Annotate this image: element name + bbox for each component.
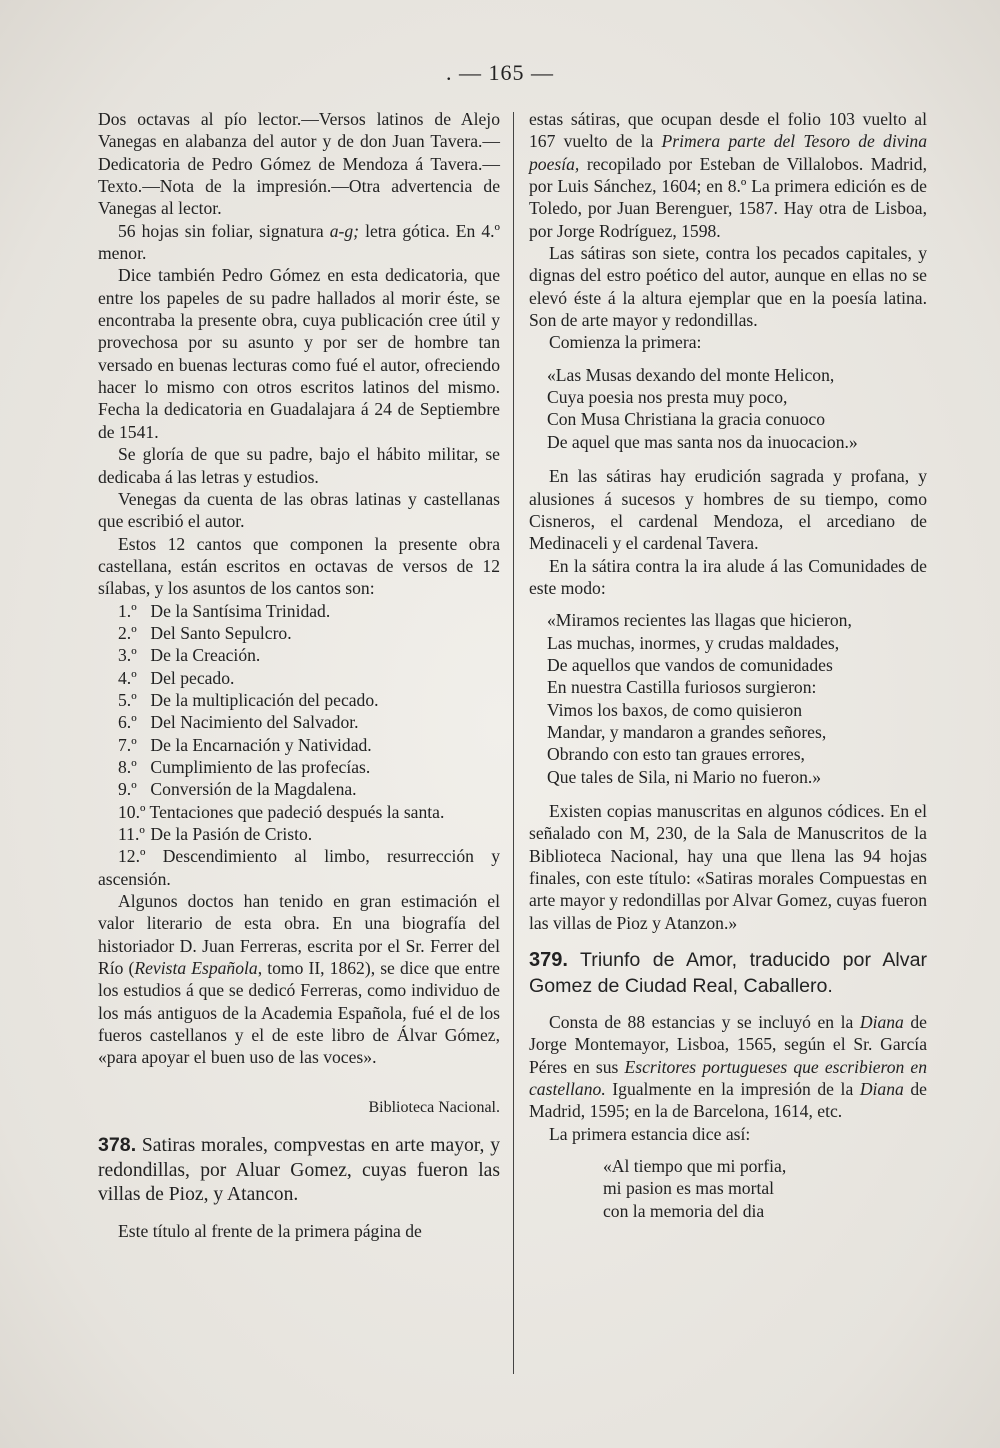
verse-line: Vimos los baxos, de como quisieron (547, 699, 803, 720)
entry-378-heading: 378. Satiras morales, compvestas en arte mayor, y redondillas, por Aluar Gomez, cuyas fueron las villas de Pioz, y Atancon. (98, 1134, 500, 1206)
paragraph: Dos octavas al pío lector.—Versos latinos de Alejo Vanegas en alabanza del autor y de don Juan Tavera.—Dedicatoria de Pedro Gómez de Mendoza á Tavera.—Texto.—Nota de la impresión.—Otra advertencia de Vanegas al lector. (98, 109, 500, 219)
verse-line: mi pasion es mas mortal (603, 1178, 775, 1199)
list-item: 12.º Descendimiento al limbo, resurrección y ascensión. (98, 846, 500, 889)
verse-line: Que tales de Sila, ni Mario no fueron.» (547, 766, 822, 787)
verse-line: Con Musa Christiana la gracia conuoco (547, 409, 826, 430)
column-divider (513, 112, 514, 1374)
list-item: 11.º De la Pasión de Cristo. (118, 824, 313, 844)
paragraph: Existen copias manuscritas en algunos códices. En el señalado con M, 230, de la Sala de Manuscritos de la Biblioteca Nacional, hay una que llena las 94 hojas finales, con este título: «Satiras morales Compuestas en arte mayor y redondillas por Alvar Gomez, cuyas fueron las villas de Pioz y Atanzon.» (529, 800, 927, 933)
verse-line: con la memoria del dia (603, 1200, 765, 1221)
list-item: 7.º De la Encarnación y Natividad. (118, 734, 372, 755)
verse-line: En nuestra Castilla furiosos surgieron: (547, 677, 817, 698)
list-item: 8.º Cumplimiento de las profecías. (118, 756, 371, 777)
paragraph: Las sátiras son siete, contra los pecados capitales, y dignas del estro poético del autor, aunque en ellas no se elevó éste á la altura ejemplar que en la poesía latina. Son de arte mayor y redondillas. (529, 243, 927, 331)
library-note: Biblioteca Nacional. (368, 1098, 500, 1116)
right-column (529, 108, 927, 1234)
verse-line: Cuya poesia nos presta muy poco, (547, 387, 788, 408)
verse-line: Obrando con esto tan graues errores, (547, 744, 805, 765)
list-item: 1.º De la Santísima Trinidad. (118, 600, 331, 621)
list-item: 4.º Del pecado. (118, 667, 235, 688)
paragraph: En las sátiras hay erudición sagrada y profana, y alusiones á sucesos y hombres de su tiempo, como Cisneros, el cardenal Mendoza, el arcediano de Medinaceli y el cardenal Tavera. (529, 466, 927, 554)
left-column (98, 108, 500, 1242)
verse-quote (529, 609, 927, 788)
paragraph: Comienza la primera: (549, 332, 702, 353)
verse-line: Mandar, y mandaron a grandes señores, (547, 721, 827, 742)
paragraph: Dice también Pedro Gómez en esta dedicatoria, que entre los papeles de su padre hallados al morir éste, se encontraba la presente obra, cuya publicación cree útil y provechosa por su asunto y por ser de hombre tan versado en buenas lecturas como fué el autor, ofreciendo hacer lo mismo con otros escritos latinos del mismo. Fecha la dedicatoria en Guadalajara á 24 de Septiembre de 1541. (98, 265, 500, 442)
paragraph: En la sátira contra la ira alude á las Comunidades de este modo: (529, 555, 927, 598)
paragraph: Este título al frente de la primera página de (118, 1220, 422, 1241)
verse-line: «Miramos recientes las llagas que hicieron, (547, 610, 852, 631)
page-number: . — 165 — (446, 60, 554, 85)
verse-quote (529, 364, 927, 453)
paragraph: Venegas da cuenta de las obras latinas y castellanas que escribió el autor. (98, 488, 500, 532)
verse-line: De aquellos que vandos de comunidades (547, 654, 833, 675)
verse-quote (529, 1155, 927, 1222)
paragraph: 56 hojas sin foliar, signatura a-g; letra gótica. En 4.º menor. (98, 220, 500, 264)
verse-line: «Las Musas dexando del monte Helicon, (547, 364, 835, 385)
entry-379-heading: 379. Triunfo de Amor, traducido por Alvar Gomez de Ciudad Real, Caballero. (529, 949, 927, 997)
list-item: 6.º Del Nacimiento del Salvador. (118, 712, 359, 733)
verse-line: «Al tiempo que mi porfia, (603, 1156, 787, 1177)
list-item: 5.º De la multiplicación del pecado. (118, 689, 379, 710)
paragraph: estas sátiras, que ocupan desde el folio 103 vuelto al 167 vuelto de la Primera parte del Tesoro de divina poesía, recopilado por Esteban de Villalobos. Madrid, por Luis Sánchez, 1604; en 8.º La primera edición es de Toledo, por Juan Berenguer, 1587. Hay otra de Lisboa, por Jorge Rodríguez, 1598. (529, 109, 927, 241)
cantos-list (98, 600, 500, 890)
verse-line: De aquel que mas santa nos da inuocacion.» (547, 431, 858, 452)
list-item: 10.º Tentaciones que padeció después la santa. (118, 801, 445, 822)
verse-line: Las muchas, inormes, y crudas maldades, (547, 632, 840, 653)
paragraph: Consta de 88 estancias y se incluyó en la Diana de Jorge Montemayor, Lisboa, 1565, según el Sr. García Péres en sus Escritores portugueses que escribieron en castellano. Igualmente en la impresión de la Diana de Madrid, 1595; en la de Barcelona, 1614, etc. (529, 1012, 927, 1122)
paragraph: La primera estancia dice así: (549, 1123, 751, 1144)
list-item: 3.º De la Creación. (118, 645, 261, 666)
list-item: 2.º Del Santo Sepulcro. (118, 622, 292, 643)
list-item: 9.º Conversión de la Magdalena. (118, 779, 357, 800)
paragraph: Se gloría de que su padre, bajo el hábito militar, se dedicaba á las letras y estudios. (98, 444, 500, 487)
paragraph: Algunos doctos han tenido en gran estimación el valor literario de esta obra. En una biografía del historiador D. Juan Ferreras, escrita por el Sr. Ferrer del Río (Revista Española, tomo II, 1862), se dice que entre los estudios á que se dedicó Ferreras, como individuo de los más antiguos de la Academia Española, fué el de los fueros castellanos y el de este libro de Álvar Gómez, «para apoyar el buen uso de las voces». (98, 891, 500, 1068)
paragraph: Estos 12 cantos que componen la presente obra castellana, están escritos en octavas de versos de 12 sílabas, y los asuntos de los cantos son: (98, 533, 500, 599)
